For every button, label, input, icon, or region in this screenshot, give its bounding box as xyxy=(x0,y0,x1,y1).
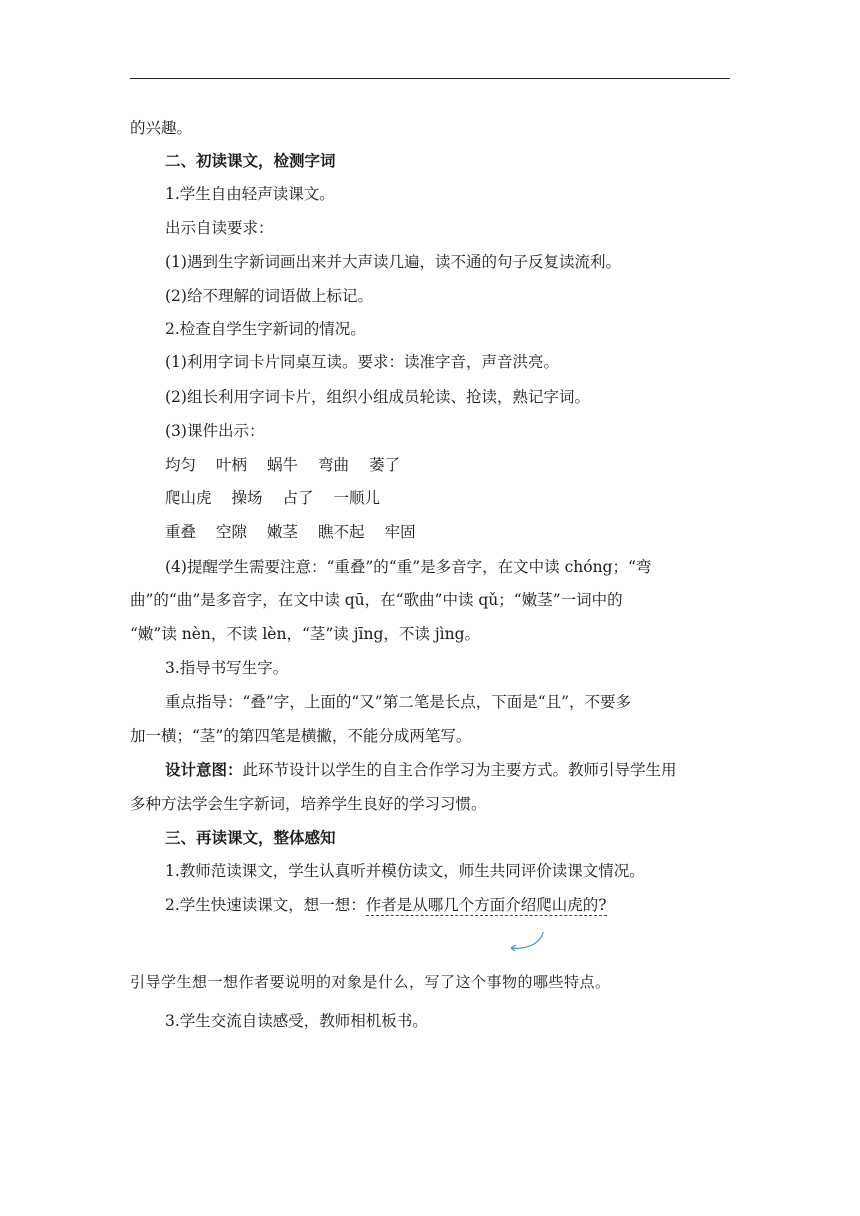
word: 瞧不起 xyxy=(318,523,365,541)
word: 一顺儿 xyxy=(333,489,381,507)
word-row xyxy=(165,522,730,542)
word: 弯曲 xyxy=(318,456,350,474)
text-line: 的兴趣。 xyxy=(130,119,193,137)
question-line xyxy=(165,895,730,915)
header-rule xyxy=(130,78,730,79)
word: 叶柄 xyxy=(216,456,248,474)
text-line: 重点指导：“叠”字，上面的“又”第二笔是长点，下面是“且”，不要多 xyxy=(165,693,632,711)
word-row xyxy=(165,488,730,508)
underlined-question: 作者是从哪几个方面介绍爬山虎的? xyxy=(365,896,607,914)
text-line: 1.教师范读课文，学生认真听并模仿读文，师生共同评价读课文情况。 xyxy=(165,862,645,880)
text-line: (1)利用字词卡片同桌互读。要求：读准字音，声音洪亮。 xyxy=(165,353,559,371)
word-row xyxy=(165,455,730,475)
text-line: 3.指导书写生字。 xyxy=(165,659,289,677)
text-line: (3)课件出示： xyxy=(165,422,265,440)
word: 嫩茎 xyxy=(267,523,299,541)
text-line: 1.学生自由轻声读课文。 xyxy=(165,185,335,203)
section-heading: 三、再读课文，整体感知 xyxy=(165,828,336,847)
text-line: (2)组长利用字词卡片，组织小组成员轮读、抢读，熟记字词。 xyxy=(165,388,590,406)
handwritten-arrow-mark xyxy=(505,928,550,956)
design-intent-line xyxy=(165,760,730,780)
handwritten-note: 引导学生想一想作者要说明的对象是什么，写了这个事物的哪些特点。 xyxy=(130,973,611,991)
text-line: “嫩”读 nèn，不读 lèn，“茎”读 jīng，不读 jìng。 xyxy=(130,625,480,643)
text-line: 多种方法学会生字新词，培养学生良好的学习习惯。 xyxy=(130,795,487,813)
section-heading: 二、初读课文，检测字词 xyxy=(165,151,336,170)
word: 牢固 xyxy=(384,523,416,541)
text-line: (2)给不理解的词语做上标记。 xyxy=(165,287,373,305)
text-line: 出示自读要求： xyxy=(165,219,274,237)
word: 爬山虎 xyxy=(165,489,212,507)
question-prefix: 2.学生快速读课文，想一想： xyxy=(165,896,366,914)
design-intent-label: 设计意图： xyxy=(165,760,243,779)
word: 占了 xyxy=(282,489,314,507)
word: 蜗牛 xyxy=(267,456,299,474)
text-line: 曲”的“曲”是多音字，在文中读 qū，在“歌曲”中读 qǔ；“嫩茎”一词中的 xyxy=(130,591,623,609)
design-intent-text: 此环节设计以学生的自主合作学习为主要方式。教师引导学生用 xyxy=(242,761,677,779)
text-line: (4)提醒学生需要注意：“重叠”的“重”是多音字，在文中读 chóng；“弯 xyxy=(165,558,652,576)
word: 萎了 xyxy=(369,456,401,474)
word: 均匀 xyxy=(165,456,197,474)
text-line: (1)遇到生字新词画出来并大声读几遍，读不通的句子反复读流利。 xyxy=(165,253,621,271)
text-line: 3.学生交流自读感受，教师相机板书。 xyxy=(165,1012,428,1030)
word: 重叠 xyxy=(165,523,197,541)
text-line: 加一横；“茎”的第四笔是横撇，不能分成两笔写。 xyxy=(130,727,472,745)
word: 空隙 xyxy=(216,523,248,541)
word: 操场 xyxy=(231,489,263,507)
text-line: 2.检查自学生字新词的情况。 xyxy=(165,320,366,338)
